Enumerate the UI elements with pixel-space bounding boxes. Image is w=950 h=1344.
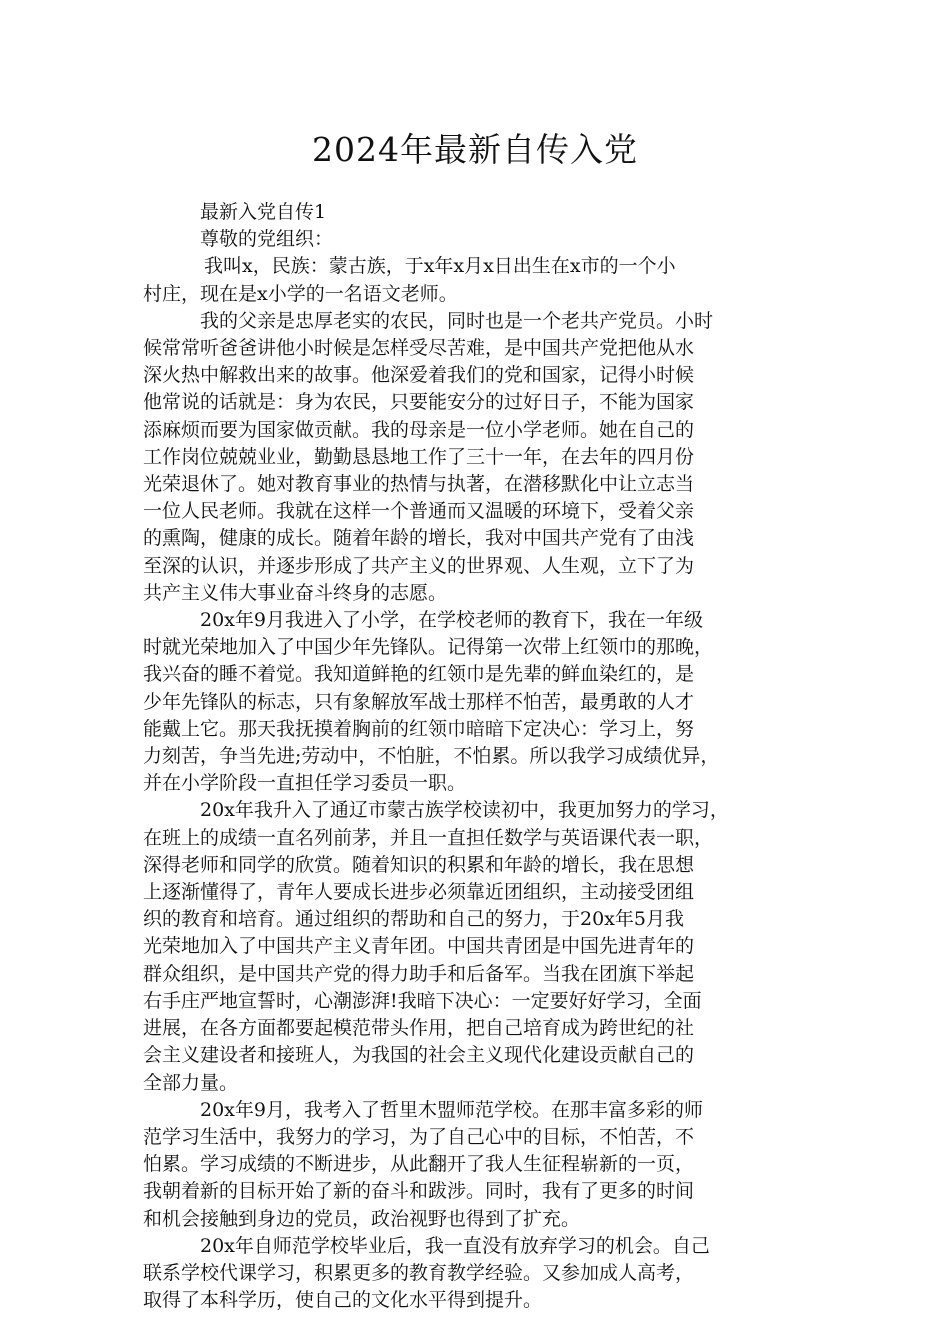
paragraph-line: 20x年9月，我考入了哲里木盟师范学校。在那丰富多彩的师 bbox=[200, 1098, 703, 1121]
paragraph-line: 取得了本科学历，使自己的文化水平得到提升。 bbox=[143, 1289, 543, 1312]
paragraph-line: 并在小学阶段一直担任学习委员一职。 bbox=[143, 772, 467, 795]
paragraph-line: 候常常听爸爸讲他小时候是怎样受尽苦难，是中国共产党把他从水 bbox=[143, 337, 695, 360]
paragraph-line: 共产主义伟大事业奋斗终身的志愿。 bbox=[143, 581, 448, 604]
paragraph-line: 至深的认识，并逐步形成了共产主义的世界观、人生观，立下了为 bbox=[143, 554, 695, 577]
paragraph bbox=[143, 1233, 807, 1315]
paragraph-line: 群众组织，是中国共产党的得力助手和后备军。当我在团旗下举起 bbox=[143, 962, 695, 985]
paragraph bbox=[143, 797, 807, 1096]
paragraph-line: 一位人民老师。我就在这样一个普通而又温暖的环境下，受着父亲 bbox=[143, 500, 695, 523]
paragraph-line: 光荣地加入了中国共产主义青年团。中国共青团是中国先进青年的 bbox=[143, 935, 695, 958]
document-body bbox=[143, 199, 807, 1314]
paragraph-line: 我的父亲是忠厚老实的农民，同时也是一个老共产党员。小时 bbox=[200, 309, 714, 332]
paragraph-line: 上逐渐懂得了，青年人要成长进步必须靠近团组织，主动接受团组 bbox=[143, 881, 695, 904]
paragraph bbox=[143, 1097, 807, 1233]
paragraph-line: 全部力量。 bbox=[143, 1071, 239, 1094]
salutation: 尊敬的党组织： bbox=[200, 228, 334, 251]
paragraph-line: 范学习生活中，我努力的学习，为了自己心中的目标，不怕苦，不 bbox=[143, 1125, 695, 1148]
paragraph bbox=[143, 253, 807, 307]
paragraph-line: 我兴奋的睡不着觉。我知道鲜艳的红领巾是先辈的鲜血染红的，是 bbox=[143, 663, 695, 686]
paragraph-line: 右手庄严地宣誓时，心潮澎湃!我暗下决心：一定要好好学习，全面 bbox=[143, 989, 702, 1012]
paragraph-line: 织的教育和培育。通过组织的帮助和自己的努力，于20x年5月我 bbox=[143, 908, 684, 931]
paragraph-line: 怕累。学习成绩的不断进步，从此翻开了我人生征程崭新的一页， bbox=[143, 1153, 695, 1176]
paragraph-line: 光荣退休了。她对教育事业的热情与执著，在潜移默化中让立志当 bbox=[143, 473, 695, 496]
paragraph-line: 联系学校代课学习，积累更多的教育教学经验。又参加成人高考， bbox=[143, 1261, 695, 1284]
document-title: 2024年最新自传入党 bbox=[312, 130, 638, 169]
paragraph-line: 能戴上它。那天我抚摸着胸前的红领巾暗暗下定决心：学习上，努 bbox=[143, 717, 695, 740]
paragraph-line: 他常说的话就是：身为农民，只要能安分的过好日子，不能为国家 bbox=[143, 391, 695, 414]
paragraph-line: 会主义建设者和接班人，为我国的社会主义现代化建设贡献自己的 bbox=[143, 1044, 695, 1067]
paragraph bbox=[143, 607, 807, 797]
paragraph-line: 我叫x，民族：蒙古族，于x年x月x日出生在x市的一个小 bbox=[204, 255, 676, 278]
paragraph-line: 我朝着新的目标开始了新的奋斗和跋涉。同时，我有了更多的时间 bbox=[143, 1180, 695, 1203]
paragraph-line: 20x年自师范学校毕业后，我一直没有放弃学习的机会。自己 bbox=[200, 1234, 710, 1257]
paragraph-line: 深火热中解救出来的故事。他深爱着我们的党和国家，记得小时候 bbox=[143, 364, 695, 387]
paragraph-line: 工作岗位兢兢业业，勤勤恳恳地工作了三十一年，在去年的四月份 bbox=[143, 445, 695, 468]
paragraph-line: 和机会接触到身边的党员，政治视野也得到了扩充。 bbox=[143, 1207, 581, 1230]
paragraph-line: 在班上的成绩一直名列前茅，并且一直担任数学与英语课代表一职， bbox=[143, 826, 714, 849]
paragraph-line: 少年先锋队的标志，只有象解放军战士那样不怕苦，最勇敢的人才 bbox=[143, 690, 695, 713]
paragraph-line: 20x年9月我进入了小学，在学校老师的教育下，我在一年级 bbox=[200, 609, 703, 632]
paragraph-line: 的熏陶，健康的成长。随着年龄的增长，我对中国共产党有了由浅 bbox=[143, 527, 695, 550]
subheading: 最新入党自传1 bbox=[200, 201, 327, 223]
paragraph bbox=[143, 308, 807, 607]
paragraph-line: 村庄，现在是x小学的一名语文老师。 bbox=[143, 282, 458, 305]
paragraph-line: 时就光荣地加入了中国少年先锋队。记得第一次带上红领巾的那晚， bbox=[143, 636, 714, 659]
paragraph-line: 添麻烦而要为国家做贡献。我的母亲是一位小学老师。她在自己的 bbox=[143, 418, 695, 441]
paragraph-line: 20x年我升入了通辽市蒙古族学校读初中，我更加努力的学习， bbox=[200, 799, 729, 822]
paragraph-line: 力刻苦，争当先进;劳动中，不怕脏，不怕累。所以我学习成绩优异， bbox=[143, 745, 720, 768]
paragraph-line: 深得老师和同学的欣赏。随着知识的积累和年龄的增长，我在思想 bbox=[143, 853, 695, 876]
paragraph-line: 进展，在各方面都要起模范带头作用，把自己培育成为跨世纪的社 bbox=[143, 1017, 695, 1040]
